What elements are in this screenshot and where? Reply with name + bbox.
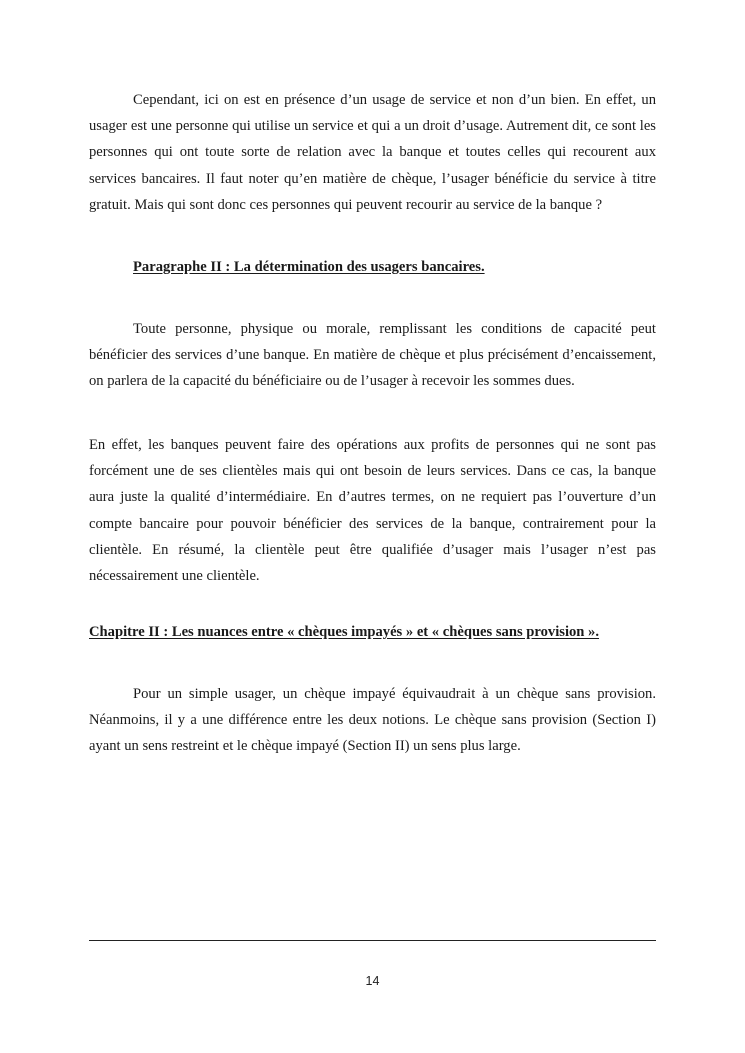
body-paragraph-usage: Cependant, ici on est en présence d’un usage de service et non d’un bien. En effet, un usager est une personne qui utilise un service et qui a un droit d’usage. Autrement dit, ce sont les personnes qui ont toute sorte de relation avec la banque et toutes celles qui recourent aux services bancaires. Il faut noter qu’en matière de chèque, l’usager bénéficie du service à titre gratuit. Mais qui sont donc ces personnes qui peuvent recourir au service de la banque ? xyxy=(89,92,656,213)
section-heading-paragraphe-ii: Paragraphe II : La détermination des usagers bancaires. xyxy=(133,259,485,275)
footer-divider xyxy=(89,940,656,941)
body-paragraph-capacite: Toute personne, physique ou morale, remplissant les conditions de capacité peut bénéficier des services d’une banque. En matière de chèque et plus précisément d’encaissement, on parlera de la capacité du bénéficiaire ou de l’usager à recevoir les sommes dues. xyxy=(89,321,656,390)
chapter-heading-chapitre-ii: Chapitre II : Les nuances entre « chèques impayés » et « chèques sans provision ». xyxy=(89,624,600,640)
page-number: 14 xyxy=(365,974,380,988)
body-paragraph-intermediaire: En effet, les banques peuvent faire des opérations aux profits de personnes qui ne sont pas forcément une de ses clientèles mais qui ont besoin de leurs services. Dans ce cas, la banque aura juste la qualité d’intermédiaire. En d’autres termes, on ne requiert pas l’ouverture d’un compte bancaire pour pouvoir bénéficier des services de la banque, contrairement pour la clientèle. En résumé, la clientèle peut être qualifiée d’usager mais l’usager n’est pas nécessairement une clientèle. xyxy=(89,437,656,585)
body-paragraph-nuances: Pour un simple usager, un chèque impayé équivaudrait à un chèque sans provision. Néanmoins, il y a une différence entre les deux notions. Le chèque sans provision (Section I) ayant un sens restreint et le chèque impayé (Section II) un sens plus large. xyxy=(89,686,656,755)
